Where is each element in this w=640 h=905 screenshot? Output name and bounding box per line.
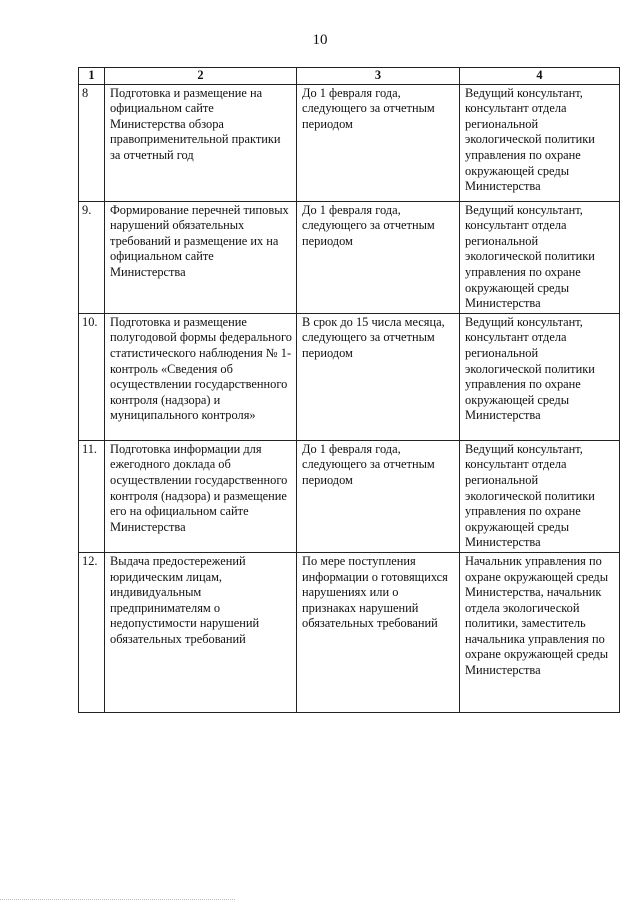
row-number: 11. bbox=[79, 440, 105, 552]
table-header-row bbox=[79, 68, 620, 85]
responsible-cell: Начальник управления по охране окружающей среды Министерства, начальник отдела экологической политики, заместитель начальника управления по охране окружающей среды Министерства bbox=[460, 552, 620, 712]
header-cell-2: 2 bbox=[105, 68, 297, 85]
responsible-cell: Ведущий консультант, консультант отдела региональной экологической политики управления по охране окружающей среды Министерства bbox=[460, 313, 620, 440]
responsible-cell: Ведущий консультант, консультант отдела региональной экологической политики управления по охране окружающей среды Министерства bbox=[460, 84, 620, 201]
deadline-cell: До 1 февраля года, следующего за отчетным периодом bbox=[297, 201, 460, 313]
task-cell: Подготовка и размещение на официальном сайте Министерства обзора правоприменительной практики за отчетный год bbox=[105, 84, 297, 201]
measures-table bbox=[78, 67, 620, 713]
footer-divider bbox=[0, 899, 235, 900]
task-cell: Подготовка информации для ежегодного доклада об осуществлении государственного контроля (надзора) и размещение его на официальном сайте Министерства bbox=[105, 440, 297, 552]
header-cell-4: 4 bbox=[460, 68, 620, 85]
header-cell-1: 1 bbox=[79, 68, 105, 85]
deadline-cell: По мере поступления информации о готовящихся нарушениях или о признаках нарушений обязательных требований bbox=[297, 552, 460, 712]
responsible-cell: Ведущий консультант, консультант отдела региональной экологической политики управления по охране окружающей среды Министерства bbox=[460, 440, 620, 552]
row-number: 9. bbox=[79, 201, 105, 313]
table-row bbox=[79, 440, 620, 552]
responsible-cell: Ведущий консультант, консультант отдела региональной экологической политики управления по охране окружающей среды Министерства bbox=[460, 201, 620, 313]
task-cell: Подготовка и размещение полугодовой формы федерального статистического наблюдения № 1-контроль «Сведения об осуществлении государственного контроля (надзора) и муниципального контроля» bbox=[105, 313, 297, 440]
row-number: 10. bbox=[79, 313, 105, 440]
row-number: 8 bbox=[79, 84, 105, 201]
task-cell: Выдача предостережений юридическим лицам, индивидуальным предпринимателям о недопустимости нарушений обязательных требований bbox=[105, 552, 297, 712]
deadline-cell: До 1 февраля года, следующего за отчетным периодом bbox=[297, 440, 460, 552]
table-row bbox=[79, 313, 620, 440]
table-row bbox=[79, 552, 620, 712]
table-row bbox=[79, 84, 620, 201]
page-number: 10 bbox=[312, 32, 328, 48]
deadline-cell: До 1 февраля года, следующего за отчетным периодом bbox=[297, 84, 460, 201]
header-cell-3: 3 bbox=[297, 68, 460, 85]
task-cell: Формирование перечней типовых нарушений обязательных требований и размещение их на официальном сайте Министерства bbox=[105, 201, 297, 313]
table-row bbox=[79, 201, 620, 313]
deadline-cell: В срок до 15 числа месяца, следующего за отчетным периодом bbox=[297, 313, 460, 440]
row-number: 12. bbox=[79, 552, 105, 712]
